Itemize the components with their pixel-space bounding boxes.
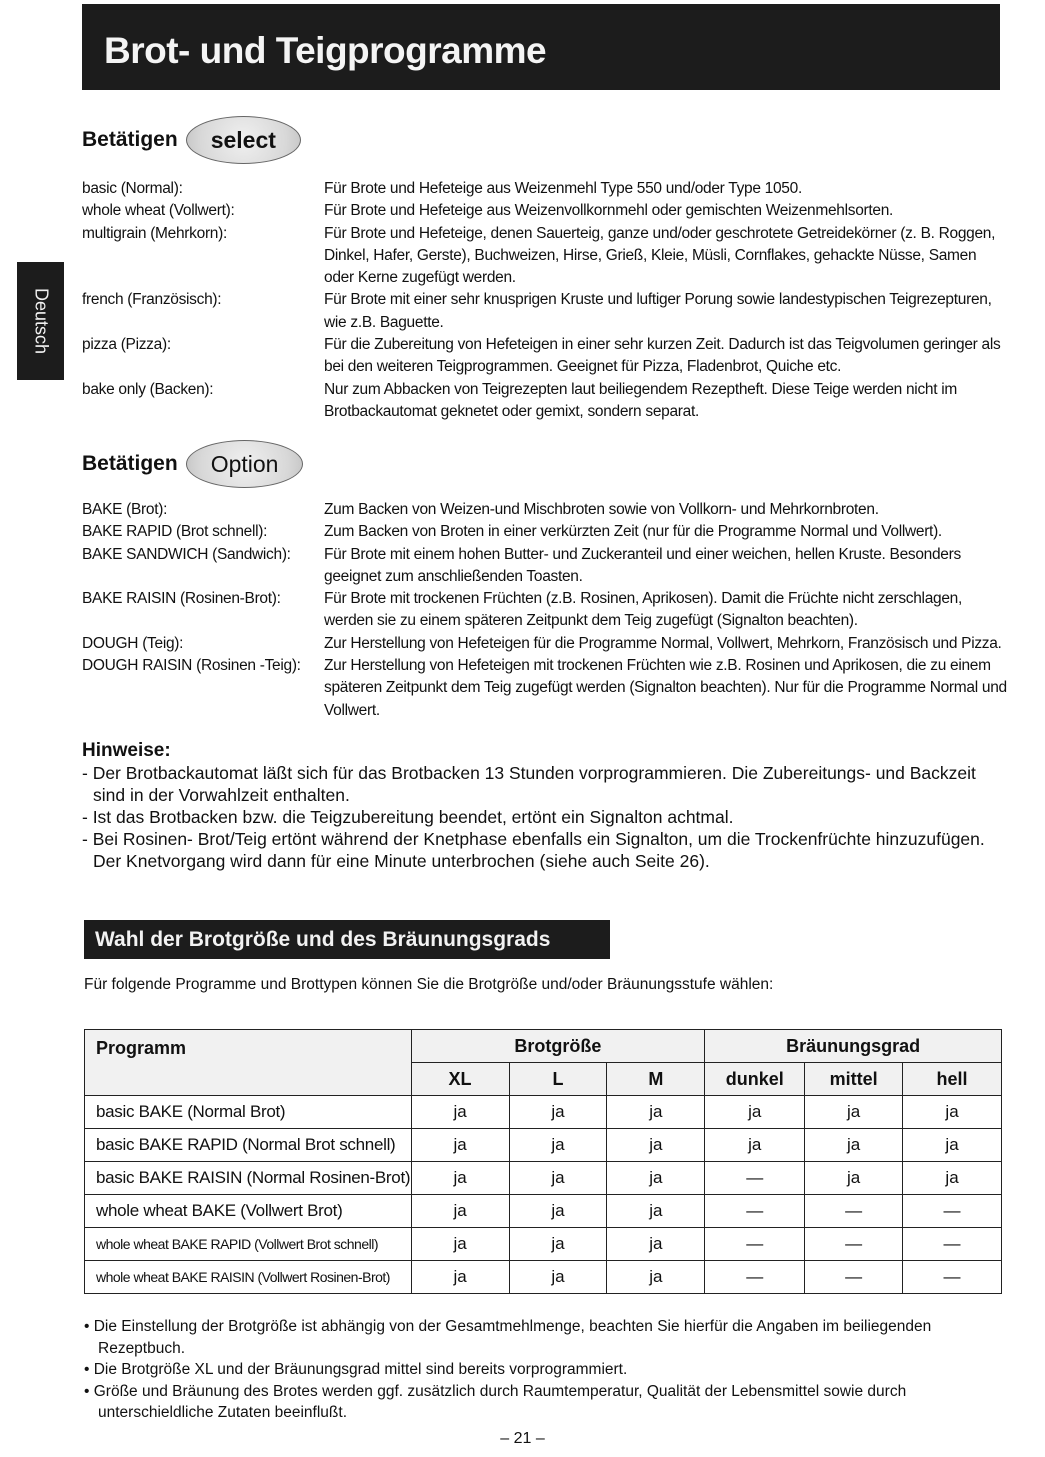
column-header: mittel [805, 1063, 903, 1096]
list-item [82, 178, 1004, 200]
table-cell: ja [411, 1162, 509, 1195]
table-cell: ja [903, 1162, 1002, 1195]
list-item [82, 223, 1004, 290]
notes-list [82, 762, 1002, 872]
table-cell: ja [509, 1228, 607, 1261]
table-cell: — [805, 1228, 903, 1261]
list-item [82, 521, 1010, 543]
table-cell: — [705, 1228, 805, 1261]
program-description: Für Brote und Hefeteige aus Weizenmehl Type 550 und/oder Type 1050. [324, 180, 802, 197]
program-name-cell: basic BAKE RAPID (Normal Brot schnell) [85, 1129, 412, 1162]
table-cell: ja [411, 1261, 509, 1294]
table-row [85, 1228, 1002, 1261]
table-row [85, 1096, 1002, 1129]
table-cell: ja [705, 1129, 805, 1162]
column-header: dunkel [705, 1063, 805, 1096]
table-cell: ja [411, 1195, 509, 1228]
program-description: Für Brote mit einer sehr knusprigen Kruste und luftiger Porung sowie landestypischen Teigrezepturen, wie z.B. Baguette. [324, 291, 992, 331]
table-cell: ja [607, 1129, 705, 1162]
list-item: - Der Brotbackautomat läßt sich für das Brotbacken 13 Stunden vorprogrammieren. Die Zubereitungs- und Backzeit sind in der Vorwahlzeit enthalten. [82, 763, 976, 805]
column-group-browning: Bräunungsgrad [705, 1030, 1002, 1063]
list-item: • Die Einstellung der Brotgröße ist abhängig von der Gesamtmehlmenge, beachten Sie hierfür die Angaben im beiliegenden Rezeptbuch. [84, 1318, 932, 1357]
column-group-size: Brotgröße [411, 1030, 705, 1063]
program-term: basic (Normal): [82, 180, 183, 197]
table-cell: ja [903, 1096, 1002, 1129]
table-cell: — [903, 1228, 1002, 1261]
option-term: DOUGH (Teig): [82, 634, 184, 652]
table-cell: ja [411, 1096, 509, 1129]
program-description: Für Brote und Hefeteige, denen Sauerteig, ganze und/oder geschrotete Getreidekörner (z. B. Roggen, Dinkel, Hafer, Gerste), Buchweizen, Hirse, Grieß, Kleie, Müsli, Cornflakes, gehackte Nüsse, Samen oder Kerne zugefügt werden. [324, 224, 996, 287]
table-row [85, 1261, 1002, 1294]
list-item: - Ist das Brotbacken bzw. die Teigzubereitung beendet, ertönt ein Signalton achtmal. [82, 807, 734, 827]
language-tab [17, 262, 64, 380]
list-item [82, 200, 1004, 222]
table-cell: ja [607, 1228, 705, 1261]
table-cell: — [903, 1261, 1002, 1294]
program-name-cell: basic BAKE RAISIN (Normal Rosinen-Brot) [85, 1162, 412, 1195]
program-name-cell: whole wheat BAKE RAISIN (Vollwert Rosinen-Brot) [85, 1261, 412, 1294]
option-description: Zum Backen von Broten in einer verkürzten Zeit (nur für die Programme Normal und Vollwert). [324, 523, 942, 541]
table-cell: ja [607, 1195, 705, 1228]
program-description: Für Brote und Hefeteige aus Weizenvollkornmehl oder gemischten Weizenmehlsorten. [324, 202, 894, 220]
program-term: bake only (Backen): [82, 380, 214, 398]
table-cell: ja [607, 1096, 705, 1129]
list-item [82, 544, 1010, 589]
option-description: Für Brote mit trockenen Früchten (z.B. Rosinen, Aprikosen). Damit die Früchte nicht zerschlagen, werden sie zu einem späteren Zeitpunkt dem Teig zugefügt (Signalton beachten). [324, 590, 962, 630]
table-cell: — [705, 1195, 805, 1228]
list-item [82, 655, 1010, 722]
column-header: M [607, 1063, 705, 1096]
table-cell: — [805, 1195, 903, 1228]
list-item: - Bei Rosinen- Brot/Teig ertönt während der Knetphase ebenfalls ein Signalton, um die Trockenfrüchte hinzuzufügen. Der Knetvorgang wird dann für eine Minute unterbrochen (siehe auch Seite 26). [82, 829, 985, 871]
table-cell: ja [509, 1162, 607, 1195]
column-header: XL [411, 1063, 509, 1096]
program-description: Nur zum Abbacken von Teigrezepten laut beiliegendem Rezeptheft. Diese Teige werden nicht im Brotbackautomat geknetet oder gemixt, sondern separat. [324, 380, 957, 420]
program-name-cell: basic BAKE (Normal Brot) [85, 1096, 412, 1129]
select-program-list [82, 178, 1004, 423]
section-title: Wahl der Brotgröße und des Bräunungsgrads [95, 928, 551, 951]
table-cell: ja [805, 1096, 903, 1129]
column-header: hell [903, 1063, 1002, 1096]
option-term: DOUGH RAISIN (Rosinen -Teig): [82, 657, 301, 675]
list-item [82, 379, 1004, 424]
language-tab-label: Deutsch [31, 287, 51, 355]
table-cell: ja [509, 1195, 607, 1228]
option-term: BAKE RAISIN (Rosinen-Brot): [82, 590, 281, 608]
option-term: BAKE RAPID (Brot schnell): [82, 523, 268, 541]
table-row [85, 1129, 1002, 1162]
list-item: • Die Brotgröße XL und der Bräunungsgrad mittel sind bereits vorprogrammiert. [84, 1361, 628, 1379]
option-button-illustration: Option [186, 440, 304, 488]
list-item [82, 633, 1010, 655]
section-header-bar [84, 920, 610, 959]
table-cell: ja [805, 1162, 903, 1195]
list-item: • Größe und Bräunung des Brotes werden ggf. zusätzlich durch Raumtemperatur, Qualität der Lebensmittel sowie durch unterschieldliche Zutaten beeinflußt. [84, 1382, 907, 1422]
table-cell: ja [411, 1228, 509, 1261]
list-item [82, 588, 1010, 633]
table-cell: ja [411, 1129, 509, 1162]
size-browning-table [84, 1029, 1002, 1294]
option-description: Für Brote mit einem hohen Butter- und Zuckeranteil und einer weichen, hellen Kruste. Besonders geeignet zum anschließenden Toasten. [324, 545, 961, 585]
program-description: Für die Zubereitung von Hefeteigen in einer sehr kurzen Zeit. Dadurch ist das Teigvolumen geringer als bei den weiteren Teigprogrammen. Geeignet für Pizza, Fladenbrot, Quiche etc. [324, 336, 1001, 376]
table-cell: ja [607, 1162, 705, 1195]
option-term: BAKE (Brot): [82, 501, 168, 518]
notes-section [82, 740, 1002, 872]
program-term: french (Französisch): [82, 291, 222, 309]
table-row [85, 1195, 1002, 1228]
table-cell: — [805, 1261, 903, 1294]
table-cell: ja [509, 1096, 607, 1129]
option-term: BAKE SANDWICH (Sandwich): [82, 545, 291, 563]
table-cell: — [705, 1261, 805, 1294]
list-item [82, 334, 1004, 379]
option-description: Zur Herstellung von Hefeteigen mit trockenen Früchten wie z.B. Rosinen und Aprikosen, die zu einem späteren Zeitpunkt dem Teig zugefügt werden (Signalton beachten). Nur für die Programme Normal und Vollwert. [324, 657, 1007, 719]
table-cell: ja [509, 1129, 607, 1162]
notes-title: Hinweise: [82, 740, 171, 761]
select-section-label: Betätigen [82, 128, 178, 151]
table-cell: — [705, 1162, 805, 1195]
program-term: pizza (Pizza): [82, 336, 171, 354]
option-description: Zum Backen von Weizen-und Mischbroten sowie von Vollkorn- und Mehrkornbroten. [324, 501, 879, 518]
program-term: whole wheat (Vollwert): [82, 202, 235, 220]
column-header-program: Programm [85, 1030, 412, 1096]
option-section-heading [82, 440, 303, 488]
list-item [82, 499, 1010, 521]
table-cell: ja [509, 1261, 607, 1294]
option-description: Zur Herstellung von Hefeteigen für die Programme Normal, Vollwert, Mehrkorn, Französisch und Pizza. [324, 634, 1002, 652]
option-section-label: Betätigen [82, 452, 178, 475]
select-button-illustration: select [186, 116, 301, 164]
program-term: multigrain (Mehrkorn): [82, 224, 227, 242]
column-header: L [509, 1063, 607, 1096]
table-notes [84, 1316, 1004, 1424]
program-name-cell: whole wheat BAKE (Vollwert Brot) [85, 1195, 412, 1228]
option-program-list [82, 499, 1010, 722]
table-cell: ja [705, 1096, 805, 1129]
table-cell: ja [607, 1261, 705, 1294]
table-cell: ja [903, 1129, 1002, 1162]
section-intro: Für folgende Programme und Brottypen können Sie die Brotgröße und/oder Bräunungsstufe wählen: [84, 976, 774, 993]
table-cell: ja [805, 1129, 903, 1162]
select-section-heading [82, 116, 301, 164]
list-item [82, 289, 1004, 334]
table-row [85, 1162, 1002, 1195]
page-header-bar [82, 4, 1000, 90]
page-number: – 21 – [500, 1430, 545, 1447]
page-title: Brot- und Teigprogramme [104, 30, 547, 71]
table-cell: — [903, 1195, 1002, 1228]
program-name-cell: whole wheat BAKE RAPID (Vollwert Brot schnell) [85, 1228, 412, 1261]
